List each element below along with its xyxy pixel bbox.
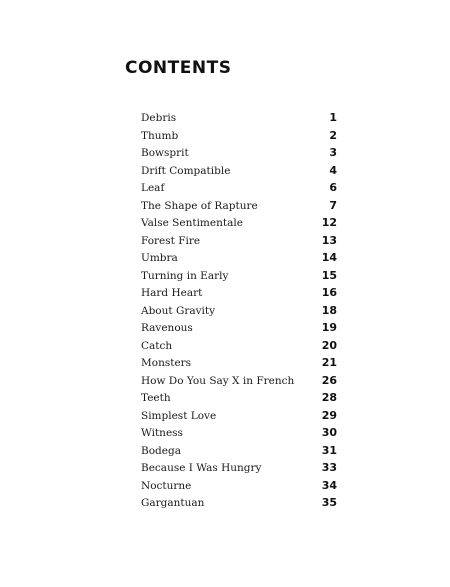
- toc-entry[interactable]: [141, 389, 337, 407]
- toc-entry[interactable]: [141, 162, 337, 180]
- toc-entry[interactable]: [141, 127, 337, 145]
- toc-entry-title: Bowsprit: [141, 147, 189, 159]
- page-title: CONTENTS: [125, 58, 232, 78]
- toc-entry-title: Teeth: [141, 392, 171, 404]
- toc-entry[interactable]: [141, 442, 337, 460]
- toc-entry[interactable]: [141, 424, 337, 442]
- toc-entry-title: Witness: [141, 427, 183, 439]
- toc-entry[interactable]: [141, 284, 337, 302]
- toc-entry[interactable]: [141, 232, 337, 250]
- toc-entry[interactable]: [141, 354, 337, 372]
- toc-entry-page: 13: [321, 233, 337, 247]
- toc-entry-page: 20: [321, 338, 337, 352]
- toc-entry-page: 3: [329, 146, 337, 159]
- toc-entry-title: Debris: [141, 112, 177, 124]
- toc-entry[interactable]: [141, 372, 337, 390]
- toc-entry-title: Leaf: [141, 182, 165, 194]
- toc-entry-title: Simplest Love: [141, 409, 217, 422]
- toc-entry-title: How Do You Say X in French: [141, 374, 295, 387]
- toc-entry-page: 16: [321, 286, 337, 299]
- toc-entry-page: 21: [321, 356, 337, 369]
- toc-entry-title: Forest Fire: [141, 234, 201, 247]
- toc-entry-page: 14: [321, 251, 337, 264]
- toc-entry[interactable]: [141, 459, 337, 477]
- toc-entry[interactable]: [141, 109, 337, 127]
- toc-entry-page: 26: [321, 373, 337, 387]
- toc-list: [141, 109, 337, 512]
- toc-entry-page: 28: [321, 391, 337, 404]
- toc-entry-title: Nocturne: [141, 479, 192, 492]
- toc-entry[interactable]: [141, 267, 337, 285]
- toc-entry-page: 29: [321, 408, 337, 422]
- toc-entry-page: 2: [329, 128, 337, 142]
- toc-entry-title: Catch: [141, 339, 173, 352]
- toc-entry-page: 19: [321, 321, 337, 334]
- toc-entry-title: Drift Compatible: [141, 164, 231, 177]
- toc-entry[interactable]: [141, 249, 337, 267]
- toc-entry-page: 15: [321, 268, 337, 282]
- toc-entry-title: Valse Sentimentale: [141, 217, 243, 229]
- toc-entry-title: Umbra: [141, 252, 178, 264]
- toc-entry-title: Monsters: [141, 357, 192, 369]
- toc-entry-page: 30: [321, 426, 337, 439]
- toc-entry-page: 31: [321, 443, 337, 457]
- toc-entry-title: Turning in Early: [141, 269, 229, 282]
- toc-entry-title: Ravenous: [141, 322, 193, 334]
- toc-entry-title: Because I Was Hungry: [141, 462, 262, 474]
- toc-entry[interactable]: [141, 407, 337, 425]
- toc-entry-page: 1: [329, 111, 337, 124]
- toc-entry-title: Thumb: [141, 129, 179, 142]
- toc-entry-title: The Shape of Rapture: [141, 199, 258, 212]
- toc-entry[interactable]: [141, 179, 337, 197]
- toc-entry[interactable]: [141, 302, 337, 320]
- toc-entry-title: Gargantuan: [141, 497, 205, 509]
- toc-entry[interactable]: [141, 319, 337, 337]
- toc-entry[interactable]: [141, 197, 337, 215]
- toc-entry-page: 4: [329, 163, 337, 177]
- toc-entry[interactable]: [141, 144, 337, 162]
- toc-entry-page: 18: [321, 303, 337, 317]
- toc-entry[interactable]: [141, 477, 337, 495]
- toc-entry-page: 34: [321, 478, 337, 492]
- toc-entry[interactable]: [141, 214, 337, 232]
- toc-entry-page: 6: [329, 181, 337, 194]
- toc-entry-page: 35: [321, 496, 337, 509]
- toc-entry[interactable]: [141, 337, 337, 355]
- toc-entry[interactable]: [141, 494, 337, 512]
- toc-entry-page: 12: [321, 216, 337, 229]
- toc-entry-page: 7: [329, 198, 337, 212]
- toc-entry-title: Hard Heart: [141, 287, 203, 299]
- toc-entry-page: 33: [321, 461, 337, 474]
- toc-entry-title: Bodega: [141, 444, 181, 457]
- toc-entry-title: About Gravity: [141, 304, 216, 317]
